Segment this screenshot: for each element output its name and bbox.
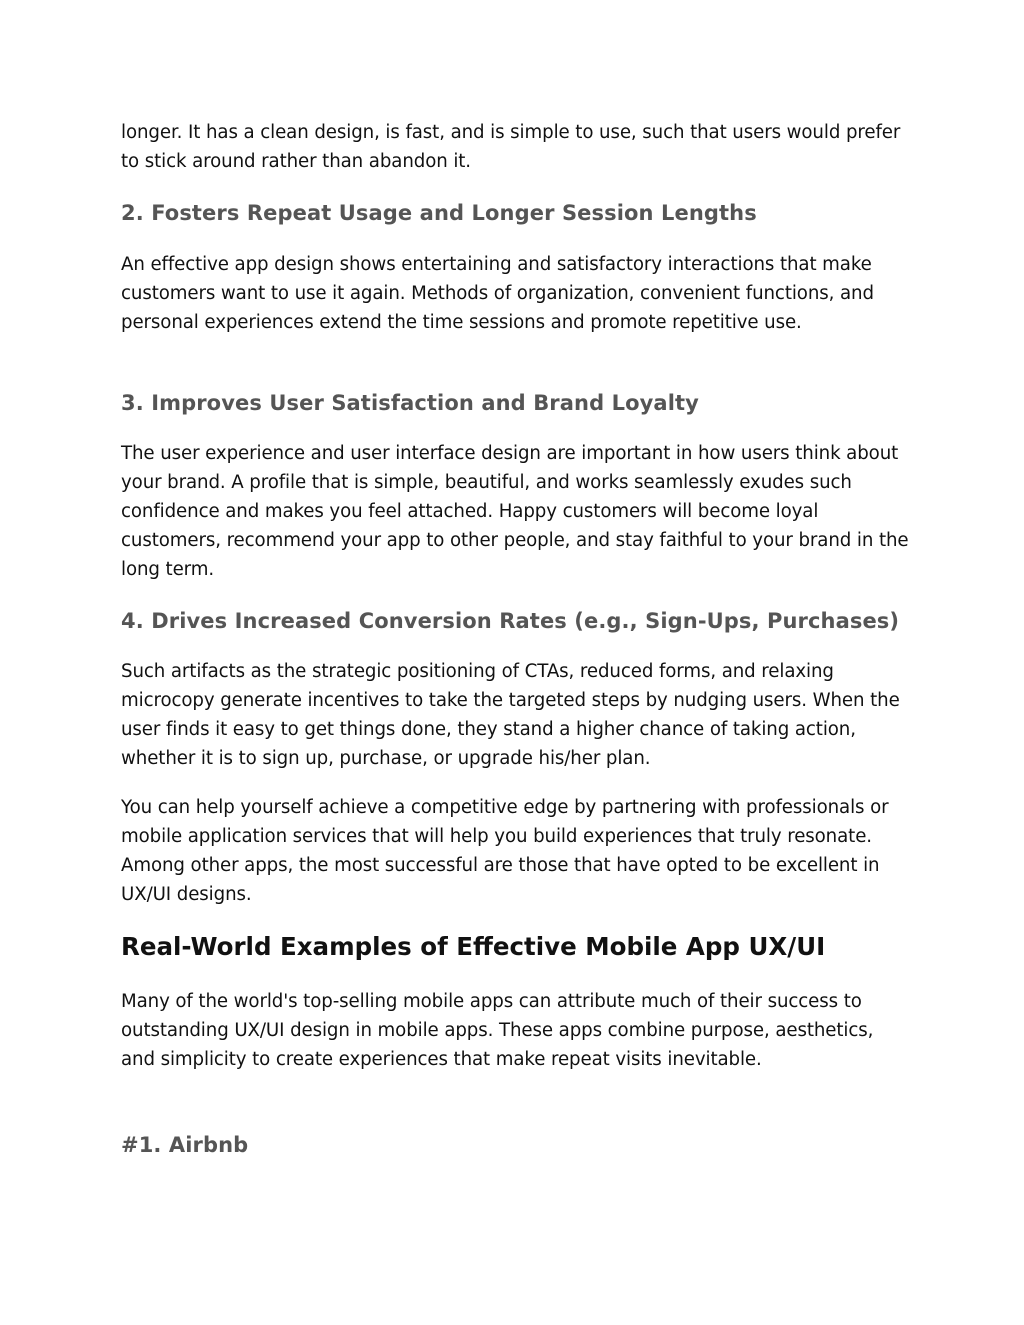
heading-improves-satisfaction: 3. Improves User Satisfaction and Brand Loyalty bbox=[121, 391, 699, 415]
heading-fosters-repeat-usage: 2. Fosters Repeat Usage and Longer Session Lengths bbox=[121, 201, 757, 225]
heading-drives-conversion: 4. Drives Increased Conversion Rates (e.g., Sign-Ups, Purchases) bbox=[121, 609, 900, 633]
intro-paragraph: longer. It has a clean design, is fast, and is simple to use, such that users would prefer to stick around rather than abandon it. bbox=[121, 122, 901, 172]
competitive-edge-paragraph: You can help yourself achieve a competitive edge by partnering with professionals or mobile application services that will help you build experiences that truly resonate. Among other apps, the most successful are those that have opted to be excellent in UX/UI designs. bbox=[121, 797, 889, 905]
improves-paragraph: The user experience and user interface design are important in how users think about your brand. A profile that is simple, beautiful, and works seamlessly exudes such confidence and makes you feel attached. Happy customers will become loyal customers, recommend your app to other people, and stay faithful to your brand in the long term. bbox=[121, 443, 909, 580]
drives-paragraph: Such artifacts as the strategic positioning of CTAs, reduced forms, and relaxing microcopy generate incentives to take the targeted steps by nudging users. When the user finds it easy to get things done, they stand a higher chance of taking action, whether it is to sign up, purchase, or upgrade his/her plan. bbox=[121, 661, 900, 769]
fosters-paragraph: An effective app design shows entertaining and satisfactory interactions that make customers want to use it again. Methods of organization, convenient functions, and personal experiences extend the time sessions and promote repetitive use. bbox=[121, 254, 874, 333]
heading-airbnb: #1. Airbnb bbox=[121, 1133, 249, 1157]
real-world-paragraph: Many of the world's top-selling mobile apps can attribute much of their success to outstanding UX/UI design in mobile apps. These apps combine purpose, aesthetics, and simplicity to create experiences that make repeat visits inevitable. bbox=[121, 991, 874, 1070]
heading-real-world-examples: Real-World Examples of Effective Mobile App UX/UI bbox=[121, 932, 826, 961]
